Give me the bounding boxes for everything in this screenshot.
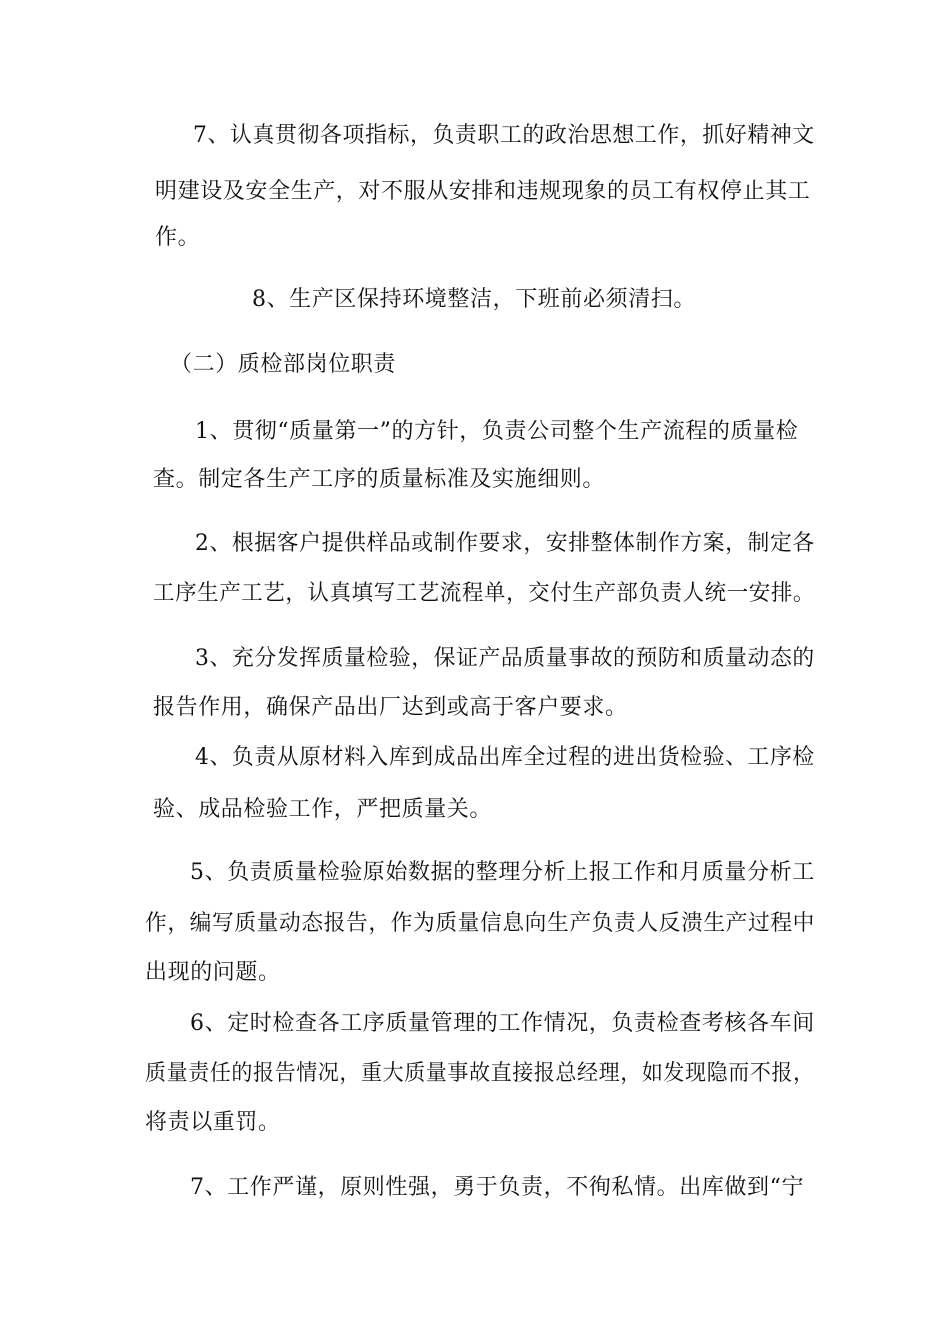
text-line: 报告作用，确保产品出厂达到或高于客户要求。 [153, 695, 628, 720]
text-line: 作。 [155, 225, 201, 250]
text-line: 将责以重罚。 [145, 1110, 281, 1135]
text-line: 作，编写质量动态报告，作为质量信息向生产负责人反溃生产过程中 [145, 911, 816, 936]
text-line: 5、负责质量检验原始数据的整理分析上报工作和月质量分析工 [190, 860, 815, 885]
text-line: 4、负责从原材料入库到成品出库全过程的进出货检验、工序检 [195, 745, 815, 770]
text-line: 3、充分发挥质量检验，保证产品质量事故的预防和质量动态的 [195, 646, 815, 671]
section-heading: （二）质检部岗位职责 [170, 352, 397, 377]
text-line: 出现的问题。 [145, 960, 281, 985]
text-line: 质量责任的报告情况，重大质量事故直接报总经理，如发现隐而不报， [145, 1061, 815, 1086]
text-line: 查。制定各生产工序的质量标准及实施细则。 [153, 467, 606, 492]
text-line: 7、认真贯彻各项指标，负责职工的政治思想工作，抓好精神文 [193, 123, 815, 148]
text-line: 2、根据客户提供样品或制作要求，安排整体制作方案，制定各 [195, 531, 815, 556]
text-line: 7、工作严谨，原则性强，勇于负责，不徇私情。出库做到“宁 [190, 1175, 805, 1200]
text-line: 工序生产工艺，认真填写工艺流程单，交付生产部负责人统一安排。 [153, 581, 816, 606]
text-line: 8、生产区保持环境整洁，下班前必须清扫。 [252, 287, 696, 312]
text-line: 6、定时检查各工序质量管理的工作情况，负责检查考核各车间 [190, 1011, 815, 1036]
text-line: 验、成品检验工作，严把质量关。 [153, 797, 493, 822]
text-line: 1、贯彻“质量第一”的方针，负责公司整个生产流程的质量检 [195, 419, 799, 444]
text-line: 明建设及安全生产，对不服从安排和违规现象的员工有权停止其工 [155, 179, 811, 204]
